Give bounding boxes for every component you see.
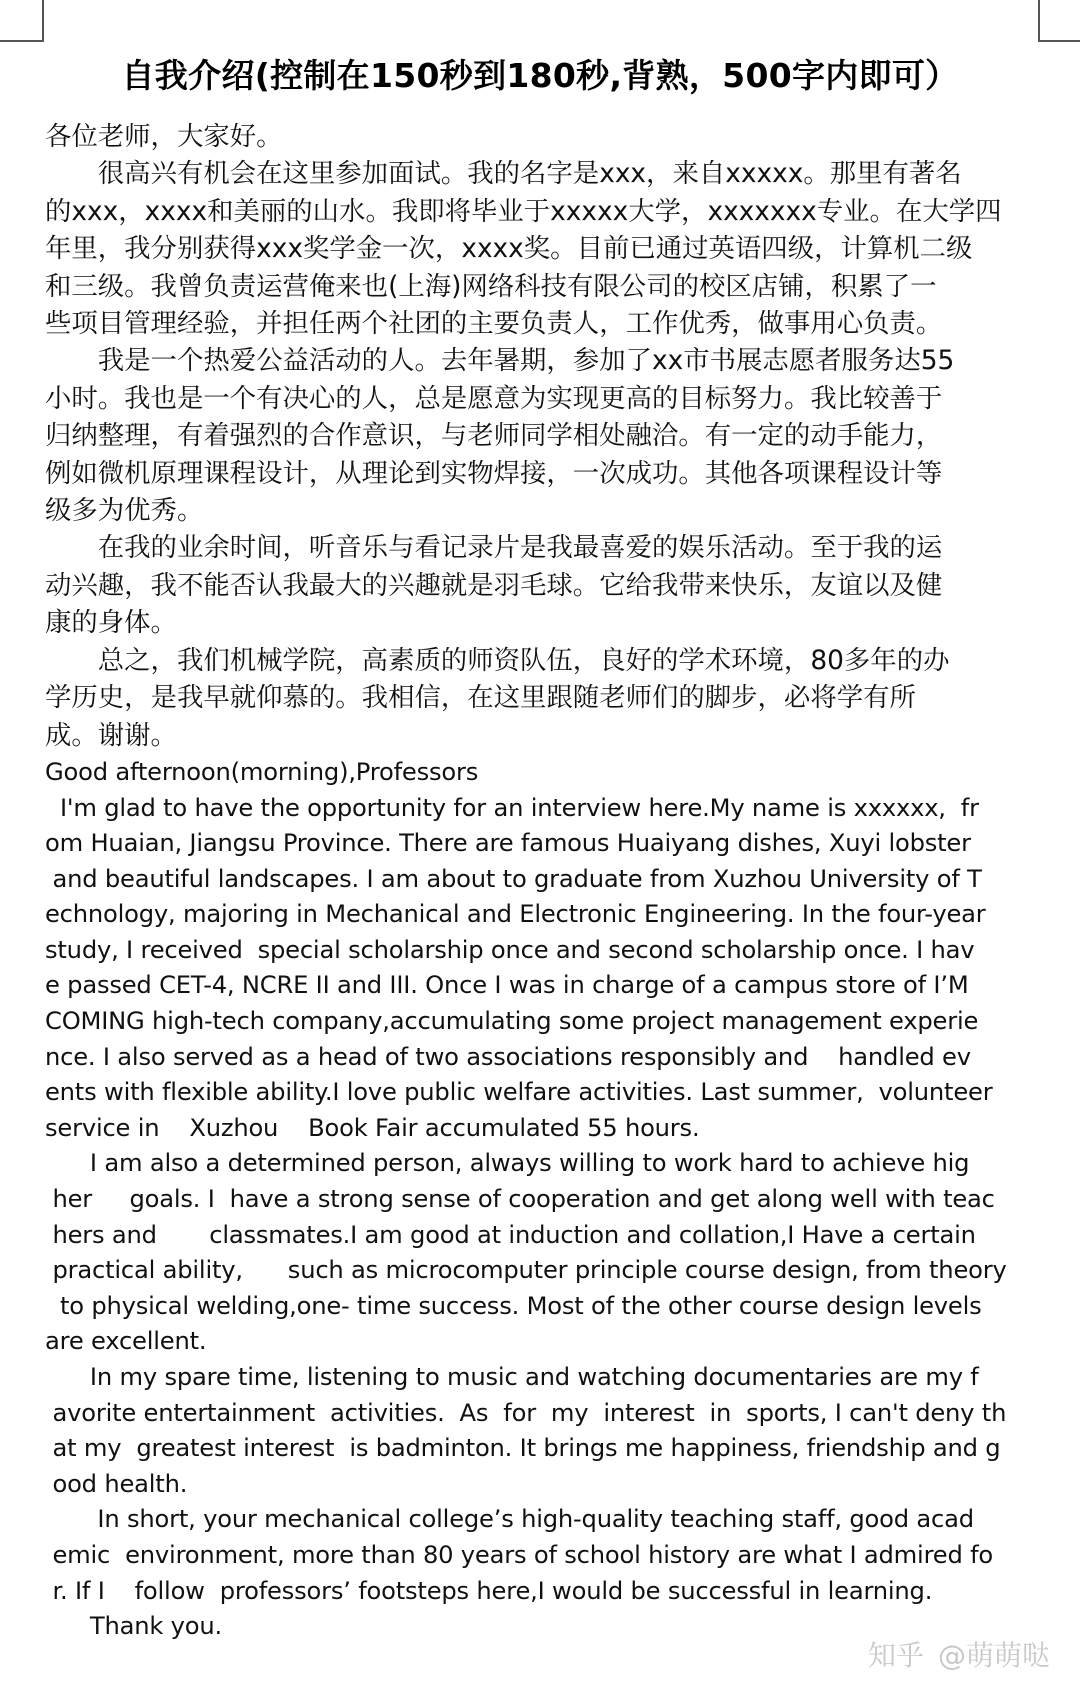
- chinese-text-line: 在我的业余时间，听音乐与看记录片是我最喜爱的娱乐活动。至于我的运: [45, 532, 943, 564]
- chinese-text-line: 康的身体。: [45, 607, 177, 639]
- chinese-text-line: 些项目管理经验，并担任两个社团的主要负责人，工作优秀，做事用心负责。: [45, 308, 943, 340]
- english-text-line: study, I received special scholarship once and second scholarship once. I hav: [45, 935, 975, 964]
- english-text-line: In my spare time, listening to music and watching documentaries are my f: [45, 1363, 979, 1391]
- english-text-line: In short, your mechanical college’s high-quality teaching staff, good acad: [45, 1505, 974, 1534]
- chinese-text-line: 和三级。我曾负责运营俺来也(上海)网络科技有限公司的校区店铺，积累了一: [45, 270, 937, 302]
- watermark-site: 知乎: [867, 1639, 924, 1672]
- english-text-line: to physical welding,one- time success. Most of the other course design levels: [45, 1291, 982, 1320]
- english-text-line: nce. I also served as a head of two associations responsibly and handled ev: [45, 1042, 971, 1071]
- chinese-text-line: 学历史，是我早就仰慕的。我相信，在这里跟随老师们的脚步，必将学有所: [45, 682, 916, 714]
- watermark: [854, 1634, 1050, 1674]
- english-text-line: echnology, majoring in Mechanical and Electronic Engineering. In the four-year: [45, 900, 986, 929]
- english-text-line: om Huaian, Jiangsu Province. There are famous Huaiyang dishes, Xuyi lobster: [45, 829, 971, 858]
- english-text-line: hers and classmates.I am good at induction and collation,I Have a certain: [45, 1220, 976, 1249]
- chinese-text-line: 级多为优秀。: [45, 495, 204, 527]
- chinese-text-line: 成。谢谢。: [45, 719, 177, 751]
- chinese-text-line: 归纳整理，有着强烈的合作意识，与老师同学相处融洽。有一定的动手能力，: [45, 420, 943, 452]
- chinese-text-line: 动兴趣，我不能否认我最大的兴趣就是羽毛球。它给我带来快乐，友谊以及健: [45, 569, 943, 601]
- english-text-line: at my greatest interest is badminton. It brings me happiness, friendship and g: [45, 1434, 1001, 1463]
- english-text-line: practical ability, such as microcomputer principle course design, from theory: [45, 1256, 1007, 1285]
- crop-mark-top-right: [1038, 0, 1080, 42]
- crop-mark-top-left: [0, 0, 44, 42]
- english-text-line: her goals. I have a strong sense of cooperation and get along well with teac: [45, 1185, 995, 1214]
- chinese-text-line: 我是一个热爱公益活动的人。去年暑期，参加了xx市书展志愿者服务达55: [45, 345, 955, 377]
- document-body: [45, 118, 1045, 1645]
- chinese-text-line: 例如微机原理课程设计，从理论到实物焊接，一次成功。其他各项课程设计等: [45, 457, 943, 489]
- english-text-line: COMING high-tech company,accumulating some project management experie: [45, 1007, 979, 1036]
- chinese-text-line: 总之，我们机械学院，高素质的师资队伍，良好的学术环境，80多年的办: [45, 644, 950, 676]
- watermark-user: @萌萌哒: [937, 1639, 1050, 1672]
- english-text-line: service in Xuzhou Book Fair accumulated 55 hours.: [45, 1113, 700, 1142]
- chinese-text-line: 年里，我分别获得xxx奖学金一次，xxxx奖。目前已通过英语四级，计算机二级: [45, 233, 973, 265]
- english-text-line: Good afternoon(morning),Professors: [45, 757, 479, 786]
- english-text-line: avorite entertainment activities. As for my interest in sports, I can't deny th: [45, 1398, 1007, 1427]
- page-title: 自我介绍(控制在150秒到180秒,背熟，500字内即可）: [121, 56, 959, 95]
- chinese-text-line: 小时。我也是一个有决心的人，总是愿意为实现更高的目标努力。我比较善于: [45, 382, 943, 414]
- english-text-line: Thank you.: [45, 1612, 223, 1641]
- english-text-line: ents with flexible ability.I love public welfare activities. Last summer, volunteer: [45, 1078, 993, 1107]
- english-text-line: are excellent.: [45, 1327, 207, 1356]
- english-text-line: and beautiful landscapes. I am about to graduate from Xuzhou University of T: [45, 864, 982, 893]
- english-text-line: e passed CET-4, NCRE II and III. Once I was in charge of a campus store of I’M: [45, 971, 969, 1000]
- chinese-text-block: [45, 118, 1045, 754]
- english-text-block: [45, 755, 1045, 1645]
- english-text-line: r. If I follow professors’ footsteps here,I would be successful in learning.: [45, 1576, 933, 1605]
- english-text-line: emic environment, more than 80 years of school history are what I admired fo: [45, 1540, 994, 1569]
- chinese-text-line: 的xxx，xxxx和美丽的山水。我即将毕业于xxxxx大学，xxxxxxx专业。在大学四: [45, 195, 1002, 227]
- chinese-text-line: 很高兴有机会在这里参加面试。我的名字是xxx，来自xxxxx。那里有著名: [45, 158, 962, 190]
- chinese-text-line: 各位老师，大家好。: [45, 121, 283, 152]
- english-text-line: I am also a determined person, always willing to work hard to achieve hig: [45, 1149, 970, 1178]
- english-text-line: ood health.: [45, 1469, 188, 1498]
- english-text-line: I'm glad to have the opportunity for an interview here.My name is xxxxxx, fr: [45, 793, 979, 822]
